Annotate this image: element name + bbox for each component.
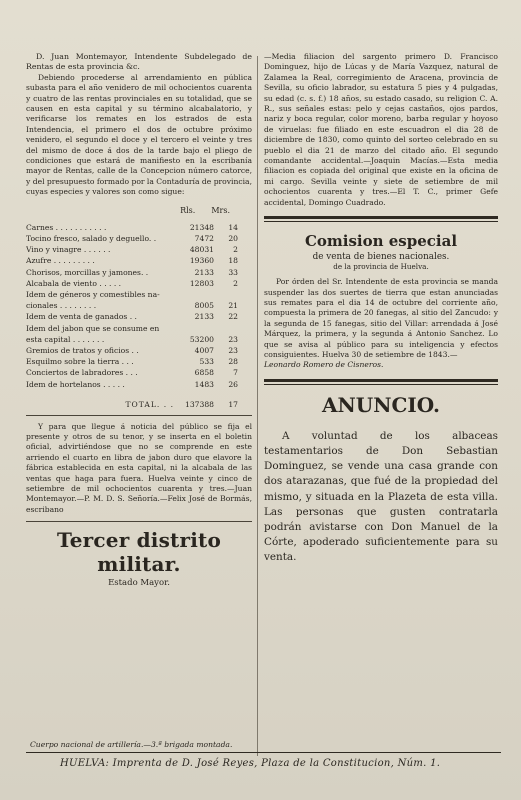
anuncio-body: A voluntad de los albaceas testamentarios de Don Sebastian Dominguez, se vende una casa grande con dos atarazanas, que fué de la propiedad del mismo, y situada en la Plazeta de esta villa. Las personas que gusten contratarla podrán avistarse con Don Manuel de la Córte, apoderado suficientemente para su venta. [264, 429, 498, 564]
rentas-item-name: Idem de hortelanos . . . . . [26, 379, 125, 389]
thin-divider [264, 221, 498, 222]
rentas-row [26, 310, 252, 321]
rentas-item-rls: 21348 [189, 222, 214, 232]
rentas-row [26, 232, 252, 243]
rentas-item-rls: 4007 [194, 345, 214, 355]
footer-rule [26, 752, 501, 753]
rentas-row [26, 221, 252, 232]
rentas-item-mrs [220, 288, 252, 299]
rentas-item-rls: 8005 [194, 301, 214, 311]
left-column [26, 52, 252, 592]
column-rule [257, 56, 258, 756]
rentas-row [26, 366, 252, 377]
rentas-item-mrs: 22 [228, 312, 238, 322]
thin-divider [264, 384, 498, 385]
rentas-item-name: Chorisos, morcillas y jamones. . [26, 267, 149, 277]
rentas-row [26, 321, 252, 332]
total-mrs: 17 [228, 399, 238, 409]
printer-imprint: HUELVA: Imprenta de D. José Reyes, Plaza de la Constitucion, Núm. 1. [60, 758, 441, 769]
rentas-item-name: Azufre . . . . . . . . . [26, 256, 95, 266]
right-column [264, 52, 498, 566]
rentas-row [26, 277, 252, 288]
section-subtitle: Estado Mayor. [108, 578, 170, 589]
rentas-row [26, 355, 252, 366]
rentas-item-mrs: 23 [228, 345, 238, 355]
notice-body: Y para que llegue á noticia del público se fija el presente y otros de su tenor, y se inserta en el boletin oficial, advirtiéndose que no se comprende en este arriendo el cuarto en libra de jabon duro que elavore la fábrica establecida en esta capital, ni la alcabala de las ventas que haga para fuera. Huelva veinte y cinco de setiembre de mil ochocientos cuarenta y tres.—Juan Montemayor.—P. M. D. S. Señoría.—Felix José de Bormás, escribano [26, 421, 252, 514]
subasta-body: Debiendo procederse al arrendamiento en pública subasta para el año venidero de mil ochocientos cuarenta y cuatro de las rentas provinciales en su totalidad, que se causen en esta capital y su término alcabalatorio, y verificarse los remates en los estrados de esta Intendencia, el primero el dos de octubre próximo venidero, el segundo el doce y el tercero el veinte y tres del mismo de doce á dos de la tarde bajo el pliego de condiciones que estará de manifiesto en la escribanía mayor de Rentas, calle de la Concepcion número catorce, y del presupuesto formado por la Contaduría de provincia, cuyas especies y valores son como sigue: [26, 72, 252, 197]
rentas-item-name: cionales . . . . . . . . [26, 301, 97, 311]
rentas-item-mrs: 2 [233, 278, 238, 288]
rentas-table-header [26, 206, 230, 215]
rentas-item-mrs: 18 [228, 256, 238, 266]
rentas-item-name: Idem de géneros y comestibles na- [26, 290, 160, 299]
rentas-item-name: Conciertos de labradores . . . [26, 368, 138, 378]
rentas-item-rls: 12803 [189, 278, 214, 288]
rentas-table [26, 221, 252, 409]
comision-body: Por órden del Sr. Intendente de esta provincia se manda suspender las dos suertes de tierra que estan anunciadas sus remates para el dia 14 de octubre del corriente año, compuesta la primera de 20 fanegas, al sitio del Zancudo: y la segunda de 15 fanegas, sitio del Villar: arrendada á José Márquez, la primera, y la segunda á Antonio Sanchez. Lo que se avisa al público para su inteligencia y efectos consiguientes. Huelva 30 de setiembre de 1843.— [264, 277, 498, 359]
rentas-item-mrs: 23 [228, 334, 238, 344]
rentas-item-mrs: 20 [228, 234, 238, 244]
divider [26, 521, 252, 522]
rentas-item-rls: 2133 [194, 312, 214, 322]
comision-title: Comision especial [304, 232, 458, 251]
rentas-item-mrs: 7 [233, 368, 238, 378]
rentas-item-rls: 7472 [194, 234, 214, 244]
rentas-item-rls [174, 288, 220, 299]
rentas-item-name: Tocino fresco, salado y deguello. . [26, 234, 157, 244]
rentas-item-name: Idem del jabon que se consume en [26, 323, 160, 333]
thick-divider [264, 216, 498, 219]
rentas-row [26, 254, 252, 265]
rentas-row [26, 377, 252, 388]
rentas-item-name: esta capital . . . . . . . [26, 334, 105, 344]
total-row [26, 389, 252, 409]
divider [26, 415, 252, 416]
rentas-item-mrs [220, 321, 252, 332]
rentas-item-mrs: 2 [233, 245, 238, 255]
total-label: TOTAL. . . [125, 399, 174, 409]
rentas-row [26, 243, 252, 254]
intendente-heading: D. Juan Montemayor, Intendente Subdelegado de Rentas de esta provincia &c. [26, 52, 252, 72]
rentas-item-name: Gremios de tratos y oficios . . [26, 345, 139, 355]
rentas-item-mrs: 26 [228, 379, 238, 389]
section-title: Tercer distrito militar. [56, 528, 222, 577]
rentas-row [26, 344, 252, 355]
rentas-item-name: Esquilmo sobre la tierra . . . [26, 357, 134, 367]
rentas-item-rls: 53200 [189, 334, 214, 344]
rentas-item-mrs: 33 [228, 267, 238, 277]
total-rls: 137388 [185, 399, 214, 409]
rentas-row [26, 333, 252, 344]
rentas-item-rls: 6858 [194, 368, 214, 378]
anuncio-title: ANUNCIO. [321, 392, 440, 417]
rentas-item-mrs: 28 [228, 357, 238, 367]
artilleria-line: Cuerpo nacional de artillería.—3.ª brigada montada. [30, 740, 233, 749]
rentas-item-rls: 1483 [194, 379, 214, 389]
rentas-item-rls: 2133 [194, 267, 214, 277]
rentas-item-name: Vino y vinagre . . . . . . [26, 245, 111, 255]
rentas-row [26, 299, 252, 310]
rentas-item-rls: 19360 [189, 256, 214, 266]
rentas-item-name: Idem de venta de ganados . . [26, 312, 137, 322]
rentas-item-mrs: 14 [228, 222, 238, 232]
rentas-item-rls: 48031 [189, 245, 214, 255]
rentas-item-name: Carnes . . . . . . . . . . . [26, 222, 107, 232]
rentas-item-rls: 533 [199, 357, 214, 367]
comision-subtitle: de venta de bienes nacionales. [312, 252, 450, 263]
comision-subtitle-2: de la provincia de Huelva. [333, 262, 429, 272]
rentas-row [26, 288, 252, 299]
comision-signature: Leonardo Romero de Cisneros. [264, 360, 384, 370]
thick-divider [264, 379, 498, 382]
rentas-row [26, 265, 252, 276]
rentas-item-name: Alcabala de viento . . . . . [26, 278, 122, 288]
filiacion-body: —Media filiacion del sargento primero D. Francisco Dominguez, hijo de Lúcas y de María Vazquez, natural de Zalamea la Real, corregimiento de Aracena, provincia de Sevilla, su oficio labrador, su estatura 5 pies y 4 pulgadas, su edad (c. s. f.) 18 años, su estado casado, su religion C. A. R., sus señales estas: pelo y cejas castaños, ojos pardos, nariz y boca regular, color moreno, barba regular y hoyoso de viruelas: fue filiado en este escuadron el dia 28 de diciembre de 1830, como quinto del sorteo celebrado en su pueblo el dia 21 de marzo del citado año. El segundo comandante accidental.—Joaquin Macías.—Esta media filiacion es copiada del original que existe en la oficina de mi cargo. Sevilla veinte y siete de setiembre de mil ochocientos cuarenta y tres.—El T. C., primer Gefe accidental, Domingo Cuadrado. [264, 52, 498, 207]
col-rls-label: Rls. [180, 205, 196, 215]
col-mrs-label: Mrs. [211, 205, 230, 215]
rentas-item-mrs: 21 [228, 301, 238, 311]
rentas-item-rls [174, 321, 220, 332]
